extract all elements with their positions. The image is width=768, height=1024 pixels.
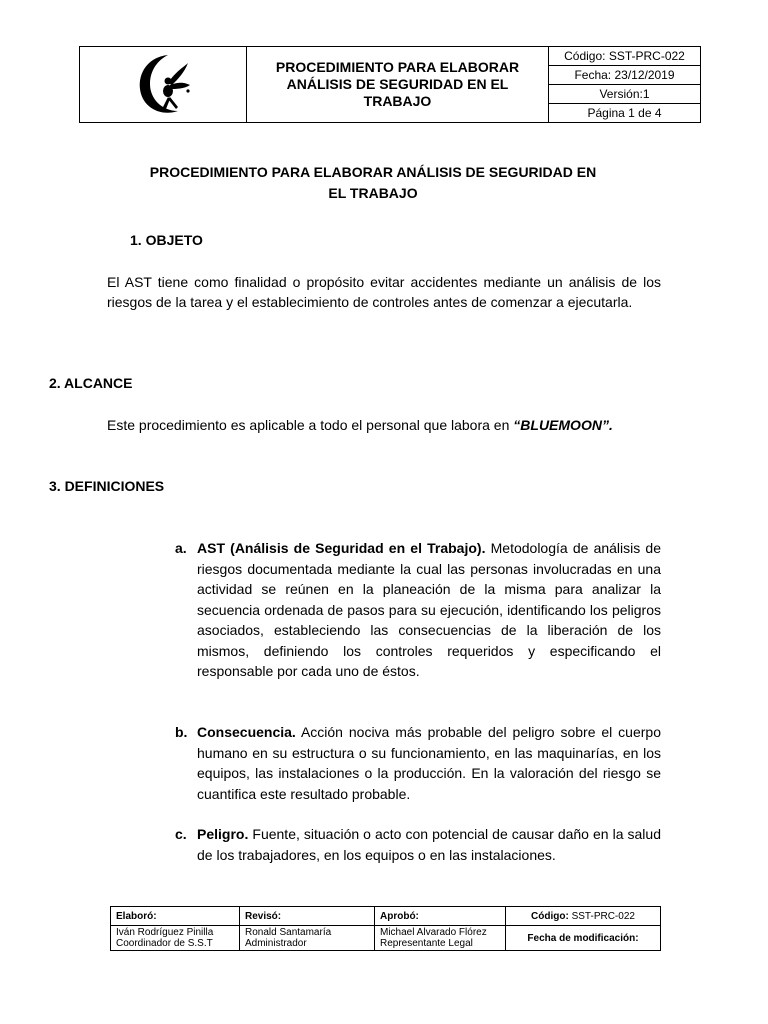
header-version: Versión:1 bbox=[549, 85, 700, 104]
definition-term: Peligro. bbox=[197, 826, 249, 842]
definition-item-ast bbox=[175, 538, 661, 682]
footer-codigo-label: Código: bbox=[531, 910, 569, 922]
definition-item-peligro bbox=[175, 824, 661, 865]
definition-letter: b. bbox=[175, 724, 188, 740]
footer-reviso-name: Ronald Santamaría bbox=[245, 927, 332, 938]
footer-codigo bbox=[506, 907, 661, 926]
company-name: “BLUEMOON”. bbox=[513, 417, 613, 433]
alcance-text: Este procedimiento es aplicable a todo el personal que labora en bbox=[107, 417, 514, 433]
footer-reviso-label: Revisó: bbox=[240, 907, 375, 926]
header-title: PROCEDIMIENTO PARA ELABORAR ANÁLISIS DE SEGURIDAD EN EL TRABAJO bbox=[247, 47, 549, 122]
footer-aprobo-role: Representante Legal bbox=[380, 938, 473, 949]
section-text-alcance bbox=[107, 415, 667, 435]
footer-reviso bbox=[240, 926, 375, 951]
footer-elaboro bbox=[111, 926, 240, 951]
footer-elaboro-role: Coordinador de S.S.T bbox=[116, 938, 213, 949]
footer-aprobo-name: Michael Alvarado Flórez bbox=[380, 927, 487, 938]
approval-footer-table bbox=[110, 906, 661, 951]
definition-item-consecuencia bbox=[175, 722, 661, 804]
header-meta bbox=[549, 47, 700, 122]
section-text-objeto: El AST tiene como finalidad o propósito evitar accidentes mediante un análisis de los riesgos de la tarea y el establecimiento de controles antes de comenzar a ejecutarla. bbox=[107, 274, 661, 310]
footer-aprobo-label: Aprobó: bbox=[375, 907, 506, 926]
footer-elaboro-label: Elaboró: bbox=[111, 907, 240, 926]
document-title bbox=[110, 162, 636, 204]
header-codigo: Código: SST-PRC-022 bbox=[549, 47, 700, 66]
company-logo bbox=[80, 47, 247, 122]
header-pagina: Página 1 de 4 bbox=[587, 106, 662, 120]
section-heading-alcance: 2. ALCANCE bbox=[49, 375, 133, 391]
definition-text: Fuente, situación o acto con potencial de causar daño en la salud de los trabajadores, en los equipos o en las instalaciones. bbox=[197, 826, 661, 863]
footer-fecha-modificacion: Fecha de modificación: bbox=[506, 926, 661, 951]
section-heading-definiciones: 3. DEFINICIONES bbox=[49, 478, 165, 494]
document-header bbox=[79, 46, 701, 123]
definition-term: AST (Análisis de Seguridad en el Trabajo). bbox=[197, 540, 486, 556]
moon-fairy-logo-icon bbox=[132, 51, 194, 119]
definition-term: Consecuencia. bbox=[197, 724, 296, 740]
document-title-line2: EL TRABAJO bbox=[328, 185, 418, 201]
definition-letter: a. bbox=[175, 540, 187, 556]
definition-text: Metodología de análisis de riesgos documentada mediante la cual las personas involucradas en una actividad se reúnen en la planeación de la misma para analizar la secuencia ordenada de pasos para su ejecución, identificando los peligros asociados, estableciendo las consecuencias de la liberación de los mismos, definiendo los controles requeridos y especificando el responsable por cada uno de éstos. bbox=[197, 540, 661, 679]
footer-aprobo bbox=[375, 926, 506, 951]
footer-codigo-value: SST-PRC-022 bbox=[568, 910, 635, 922]
definition-text: Acción nociva más probable del peligro sobre el cuerpo humano en su estructura o su funcionamiento, en las maquinarías, en los equipos, las instalaciones o la producción. En la valoración del riesgo se cuantifica este resultado probable. bbox=[197, 724, 661, 802]
section-heading-objeto: 1. OBJETO bbox=[130, 232, 203, 248]
footer-elaboro-name: Iván Rodríguez Pinilla bbox=[116, 927, 214, 938]
definition-letter: c. bbox=[175, 826, 187, 842]
footer-reviso-role: Administrador bbox=[245, 938, 307, 949]
document-title-line1: PROCEDIMIENTO PARA ELABORAR ANÁLISIS DE SEGURIDAD EN bbox=[149, 164, 597, 180]
header-fecha: Fecha: 23/12/2019 bbox=[549, 66, 700, 85]
